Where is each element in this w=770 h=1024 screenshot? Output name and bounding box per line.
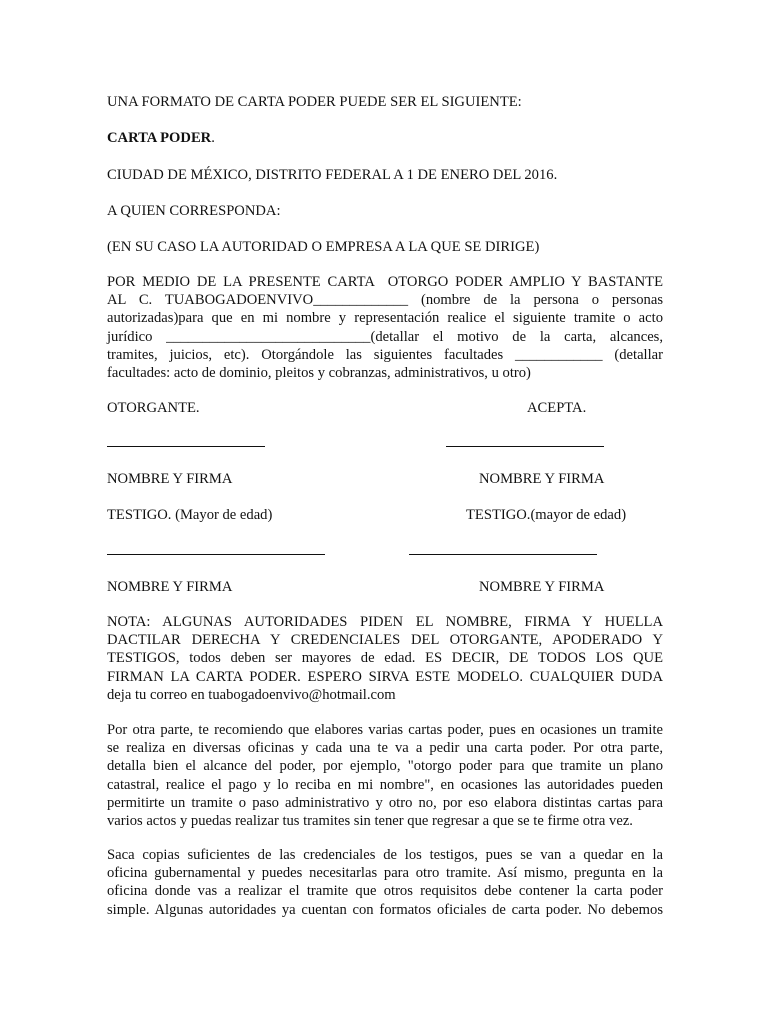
advice-line: se realiza en diversas oficinas y cada una te va a pedir una carta poder. Por otra parte, — [107, 740, 663, 757]
advice-line: varios actos y puedas realizar tus tramites sin tener que regresar a que se te firme otra vez. — [107, 812, 633, 829]
copies-line: oficina donde vas a realizar el tramite que otros requisitos debe contener la carta poder — [107, 883, 663, 900]
witness-left-label: TESTIGO. (Mayor de edad) — [107, 507, 273, 523]
note-paragraph — [107, 613, 663, 704]
advice-line: permitirte un tramite o paso administrativo y otro no, por eso elabora distintas cartas para — [107, 794, 663, 811]
body-line: autorizadas)para que en mi nombre y representación realice el siguiente tramite o acto — [107, 310, 663, 327]
advice-paragraph — [107, 721, 663, 830]
body-line: AL C. TUABOGADOENVIVO_____________ (nombre de la persona o personas — [107, 292, 663, 309]
place-and-date: CIUDAD DE MÉXICO, DISTRITO FEDERAL A 1 DE ENERO DEL 2016. — [107, 167, 558, 183]
document-title — [107, 129, 215, 147]
advice-line: catastral, realice el pago y lo reciba en mi nombre", en ocasiones las autoridades pueden — [107, 776, 663, 793]
advice-line: Por otra parte, te recomiendo que elabores varias cartas poder, pues en ocasiones un tramite — [107, 722, 663, 738]
body-paragraph — [107, 273, 663, 382]
advice-line: detalla bien el alcance del poder, por ejemplo, "otorgo poder para que tramite un plano — [107, 758, 663, 775]
salutation: A QUIEN CORRESPONDA: — [107, 203, 281, 219]
document-page — [107, 0, 663, 1024]
witness-right-label: TESTIGO.(mayor de edad) — [466, 507, 627, 523]
copies-paragraph — [107, 846, 663, 919]
title-text: CARTA PODER — [107, 130, 212, 146]
document-heading: UNA FORMATO DE CARTA PODER PUEDE SER EL SIGUIENTE: — [107, 94, 522, 110]
note-line: NOTA: ALGUNAS AUTORIDADES PIDEN EL NOMBRE, FIRMA Y HUELLA — [107, 614, 663, 630]
body-line: POR MEDIO DE LA PRESENTE CARTA OTORGO PODER AMPLIO Y BASTANTE — [107, 274, 663, 290]
copies-line: Saca copias suficientes de las credenciales de los testigos, pues se van a quedar en la — [107, 847, 663, 863]
grantor-label: OTORGANTE. — [107, 400, 200, 416]
body-line: facultades: acto de dominio, pleitos y cobranzas, administrativos, u otro) — [107, 364, 531, 381]
body-line: tramites, juicios, etc). Otorgándole las siguientes facultades ____________ (detallar — [107, 346, 663, 363]
note-line: FIRMAN LA CARTA PODER. ESPERO SIRVA ESTE MODELO. CUALQUIER DUDA — [107, 668, 663, 685]
note-line: deja tu correo en tuabogadoenvivo@hotmail.com — [107, 686, 396, 703]
body-line: jurídico ____________________________(detallar el motivo de la carta, alcances, — [107, 328, 663, 345]
witness-left-signature-line — [107, 554, 325, 555]
copies-line: simple. Algunas autoridades ya cuentan con formatos oficiales de carta poder. No debemos — [107, 901, 663, 918]
title-suffix: . — [211, 130, 215, 146]
witness-right-name-sign-label: NOMBRE Y FIRMA — [479, 579, 605, 595]
witness-right-signature-line — [409, 554, 597, 555]
accept-label: ACEPTA. — [527, 400, 587, 416]
attorney-name-sign-label: NOMBRE Y FIRMA — [479, 471, 605, 487]
grantor-signature-line — [107, 446, 265, 447]
addressee-note: (EN SU CASO LA AUTORIDAD O EMPRESA A LA QUE SE DIRIGE) — [107, 239, 540, 255]
attorney-signature-line — [446, 446, 604, 447]
grantor-name-sign-label: NOMBRE Y FIRMA — [107, 471, 233, 487]
note-line: TESTIGOS, todos deben ser mayores de edad. ES DECIR, DE TODOS LOS QUE — [107, 650, 663, 667]
copies-line: oficina gubernamental y puedes necesitarlas para otro tramite. Así mismo, pregunta en la — [107, 865, 663, 882]
note-line: DACTILAR DERECHA Y CREDENCIALES DEL OTORGANTE, APODERADO Y — [107, 632, 663, 649]
witness-left-name-sign-label: NOMBRE Y FIRMA — [107, 579, 233, 595]
